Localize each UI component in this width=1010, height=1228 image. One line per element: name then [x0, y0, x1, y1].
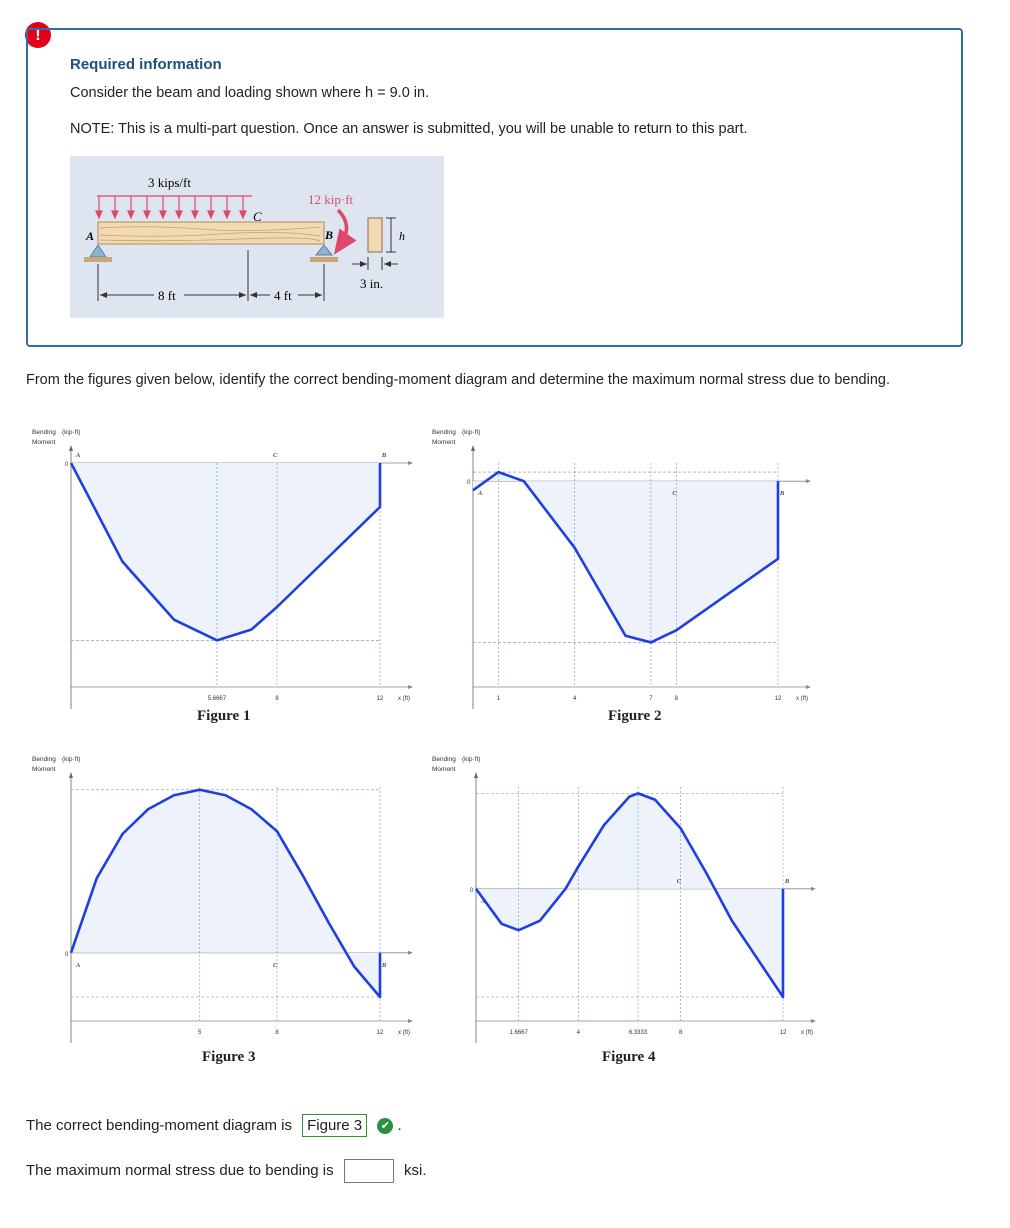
span-4ft-label: 4 ft [274, 288, 292, 303]
y-axis-unit: (kip·ft) [62, 429, 81, 436]
problem-statement: Consider the beam and loading shown where h = 9.0 in. [70, 85, 430, 101]
x-axis-arrow-icon [408, 1019, 413, 1023]
figure-3-caption: Figure 3 [202, 1049, 256, 1065]
answer-2-row [26, 1159, 426, 1183]
zero-axis-arrow-icon [811, 887, 816, 891]
point-c-label: C [672, 490, 677, 498]
point-a-label: A [481, 897, 485, 905]
moment-label: 12 kip·ft [308, 192, 354, 207]
figure-2-caption: Figure 2 [608, 708, 662, 724]
point-a-label: A [478, 490, 482, 498]
x-tick-label: 8 [674, 696, 679, 702]
x-axis-label: x (ft) [801, 1030, 813, 1036]
figure-1-caption: Figure 1 [197, 708, 251, 724]
x-tick-label: 8 [275, 1030, 279, 1036]
zero-axis-arrow-icon [408, 951, 413, 955]
y-axis-label-2: Moment [32, 766, 56, 773]
diagram-answer-dropdown[interactable]: Figure 3 [302, 1114, 367, 1137]
x-axis-arrow-icon [408, 685, 413, 689]
moment-area [71, 790, 380, 997]
couple-arrow-icon [338, 210, 347, 246]
point-a-label: A [86, 229, 95, 243]
point-c-label: C [273, 961, 278, 969]
info-title: Required information [70, 56, 222, 73]
point-c-label: C [273, 452, 278, 459]
x-tick-label: 5.6667 [207, 696, 227, 702]
load-label: 3 kips/ft [148, 175, 191, 190]
point-b-label: B [382, 452, 386, 459]
y-axis-label: Bending [432, 756, 456, 763]
figure-3-chart[interactable] [26, 752, 426, 1052]
point-a-label: A [76, 452, 80, 459]
x-axis-label: x (ft) [398, 696, 410, 702]
zero-axis-arrow-icon [806, 479, 811, 483]
y-axis-label: Bending [32, 429, 56, 436]
max-stress-input[interactable] [344, 1159, 394, 1183]
y-axis-arrow-icon [471, 445, 475, 451]
point-b-label: B [785, 877, 789, 885]
point-b-label: B [325, 228, 334, 242]
correct-check-icon: ✔ [377, 1118, 393, 1134]
beam-loading-figure [70, 156, 444, 318]
x-tick-label: 12 [376, 696, 384, 702]
question-text: From the figures given below, identify the correct bending-moment diagram and determine the maximum normal stress due to bending. [26, 372, 890, 388]
y-axis-unit: (kip·ft) [62, 756, 81, 763]
point-c-label: C [676, 877, 682, 885]
roller-support-b-icon [316, 245, 332, 255]
x-axis-arrow-icon [806, 685, 811, 689]
zero-axis-arrow-icon [408, 461, 413, 465]
figure-2-chart[interactable] [426, 425, 826, 725]
y-axis-arrow-icon [474, 772, 478, 778]
y-axis-label-2: Moment [432, 439, 456, 446]
moment-area [473, 472, 778, 642]
width-label: 3 in. [360, 276, 384, 291]
figure-4-chart[interactable] [426, 752, 826, 1052]
x-axis-arrow-icon [811, 1019, 816, 1023]
height-label: h [399, 229, 405, 243]
figure-4-caption: Figure 4 [602, 1049, 656, 1065]
y-axis-arrow-icon [69, 772, 73, 778]
y-axis-label: Bending [32, 756, 56, 763]
point-c-label: C [253, 209, 262, 224]
answer-2-prompt: The maximum normal stress due to bending is [26, 1161, 334, 1179]
answer-1-prompt: The correct bending-moment diagram is [26, 1117, 292, 1134]
zero-label: 0 [467, 480, 471, 487]
x-tick-label: 1.6667 [509, 1030, 528, 1036]
span-8ft-label: 8 ft [158, 288, 176, 303]
x-axis-label: x (ft) [796, 696, 808, 702]
x-tick-label: 4 [572, 696, 577, 702]
x-tick-label: 12 [779, 1030, 787, 1036]
x-tick-label: 6.3333 [628, 1030, 648, 1036]
y-axis-label-2: Moment [32, 439, 56, 446]
pin-support-a-icon [90, 245, 106, 257]
y-axis-label: Bending [432, 429, 456, 436]
x-tick-label: 8 [678, 1030, 683, 1036]
cross-section-icon [368, 218, 382, 252]
point-b-label: B [382, 961, 386, 969]
answer-1-period: . [397, 1117, 402, 1134]
answer-1-row [26, 1114, 402, 1137]
moment-area [476, 793, 783, 997]
x-tick-label: 1 [496, 696, 501, 702]
x-tick-label: 5 [198, 1030, 202, 1036]
x-tick-label: 12 [376, 1030, 384, 1036]
point-a-label: A [76, 961, 80, 969]
x-tick-label: 7 [649, 696, 653, 702]
zero-label: 0 [470, 887, 474, 894]
zero-label: 0 [65, 951, 69, 958]
x-axis-label: x (ft) [398, 1030, 410, 1036]
x-tick-label: 8 [275, 696, 279, 702]
multi-part-note: NOTE: This is a multi-part question. Once an answer is submitted, you will be unable to return to this part. [70, 121, 748, 137]
x-tick-label: 4 [576, 1030, 581, 1036]
y-axis-label-2: Moment [432, 766, 456, 773]
stress-unit: ksi. [403, 1161, 427, 1179]
point-b-label: B [780, 490, 784, 498]
y-axis-unit: (kip·ft) [462, 756, 481, 763]
zero-label: 0 [65, 462, 69, 468]
x-tick-label: 12 [774, 696, 782, 702]
alert-icon: ! [25, 22, 51, 48]
y-axis-arrow-icon [69, 445, 73, 451]
y-axis-unit: (kip·ft) [462, 429, 481, 436]
figure-1-chart[interactable] [26, 425, 426, 725]
